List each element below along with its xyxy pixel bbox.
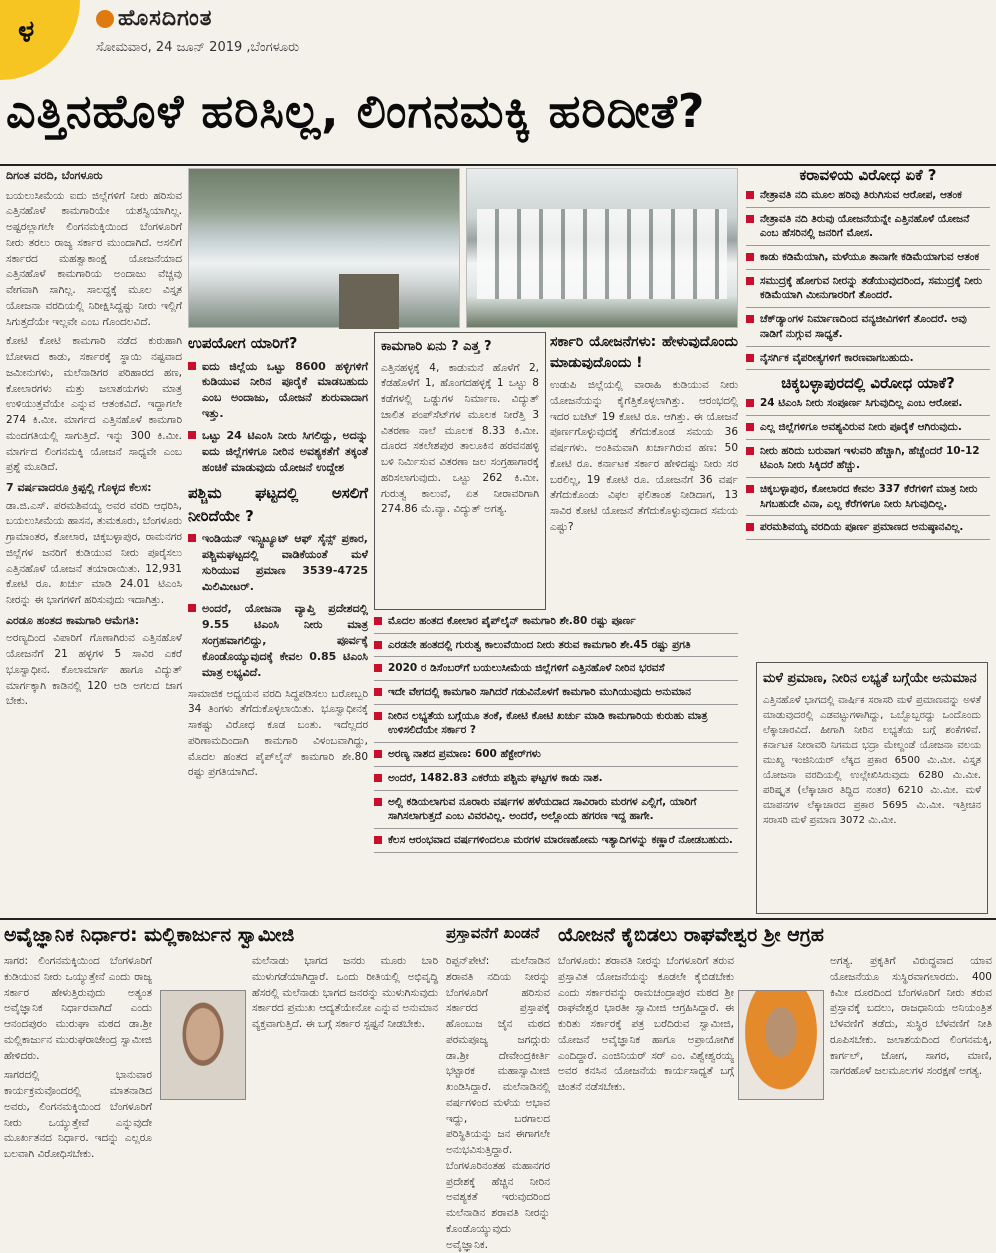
raghav-paragraph: ಬೆಂಗಳೂರು: ಶರಾವತಿ ನೀರನ್ನು ಬೆಂಗಳೂರಿಗೆ ತರುವ ಪ್ರಸ್ತಾವಿತ ಯೋಜನೆಯನ್ನು ಕೂಡಲೇ ಕೈಬಿಡಬೇಕು ಎಂದು ಸರ್ಕಾರವನ್ನು ರಾಮಚಂದ್ರಾಪುರ ಮಠದ ಶ್ರೀ ರಾಘವೇಶ್ವರ ಭಾರತೀ ಸ್ವಾಮೀಜಿ ಆಗ್ರಹಿಸಿದ್ದಾರೆ. ಈ ಕುರಿತು ಸರ್ಕಾರಕ್ಕೆ ಪತ್ರ ಬರೆದಿರುವ ಸ್ವಾಮೀಜಿ, ಯೋಜನೆ ಅವೈಜ್ಞಾನಿಕ ಹಾಗೂ ಅಪ್ರಾಯೋಗಿಕ ಎಂದಿದ್ದಾರೆ. ಎಂಜಿನಿಯರ್ ಸರ್ ಎಂ. ವಿಶ್ವೇಶ್ವರಯ್ಯ ಅವರ ಕನಸಿನ ಯೋಜನೆಯ ಕಾರ್ಯಸಾಧ್ಯತೆ ಬಗ್ಗೆ ಚಿಂತನೆ ನಡೆಸಬೇಕು. [558,955,734,1093]
masthead [0,0,996,80]
swamiji-headline: ಅವೈಜ್ಞಾನಿಕ ನಿರ್ಧಾರ: ಮಲ್ಲಿಕಾರ್ಜುನ ಸ್ವಾಮೀಜಿ [4,924,295,946]
chikka-item: 24 ಟಿಎಂಸಿ ನೀರು ಸಂಪೂರ್ಣ ಸಿಗುವುದಿಲ್ಲ ಎಂಬ ಆರೋಪ. [746,396,990,416]
swamiji-photo [160,990,246,1100]
proposal-paragraph: ರಿಪ್ಪನ್‌ಪೇಟೆ: ಮಲೆನಾಡಿನ ಶರಾವತಿ ನದಿಯ ನೀರನ್ನು ಬೆಂಗಳೂರಿಗೆ ಹರಿಸುವ ಸರ್ಕಾರದ ಪ್ರಸ್ತಾಪಕ್ಕೆ ಹೊಂಬುಜ ಜೈನ ಮಠದ ಪರಮಪೂಜ್ಯ ಜಗದ್ಗುರು ಡಾ.ಶ್ರೀ ದೇವೇಂದ್ರಕೀರ್ತಿ ಭಟ್ಟಾರಕ ಮಹಾಸ್ವಾಮೀಜಿ ಖಂಡಿಸಿದ್ದಾರೆ. ಮಲೆನಾಡಿನಲ್ಲಿ ವರ್ಷಗಳಿಂದ ಮಳೆಯ ಅಭಾವ ಇದ್ದು, ಬರಗಾಲದ ಪರಿಸ್ಥಿತಿಯನ್ನು ಜನ ಈಗಾಗಲೇ ಅನುಭವಿಸುತ್ತಿದ್ದಾರೆ. ಬೆಂಗಳೂರಿನಂತಹ ಮಹಾನಗರ ಪ್ರದೇಶಕ್ಕೆ ಹೆಚ್ಚಿನ ನೀರಿನ ಅವಶ್ಯಕತೆ ಇರುವುದರಿಂದ ಮಲೆನಾಡಿನ ಶರಾವತಿ ನೀರನ್ನು ಕೊಂಡೊಯ್ಯುವುದು ಅವೈಜ್ಞಾನಿಕ. [446,955,550,1251]
proposal-column [446,954,550,1251]
lead-story [6,168,182,913]
dateline: ಸೋಮವಾರ, 24 ಜೂನ್ 2019 ,ಬೆಂಗಳೂರು [96,40,300,55]
status-item: 2020 ರ ಡಿಸೆಂಬರ್‌ಗೆ ಬಯಲುಸೀಮೆಯ ಜಿಲ್ಲೆಗಳಿಗೆ ಎತ್ತಿನಹೊಳೆ ನೀರಿನ ಭರವಸೆ [374,661,738,681]
swamiji-paragraph: ಸಾಗರ: ಲಿಂಗನಮಕ್ಕಿಯಿಂದ ಬೆಂಗಳೂರಿಗೆ ಕುಡಿಯುವ ನೀರು ಒಯ್ಯುತ್ತೇನೆ ಎಂದು ರಾಜ್ಯ ಸರ್ಕಾರ ಹೇಳುತ್ತಿರುವುದು ಅತ್ಯಂತ ಅವೈಜ್ಞಾನಿಕ ನಿರ್ಧಾರವಾಗಿದೆ ಎಂದು ಆನಂದಪುರಂ ಮುರುಘಾ ಮಠದ ಡಾ.ಶ್ರೀ ಮಲ್ಲಿಕಾರ್ಜುನ ಮುರುಘರಾಜೇಂದ್ರ ಸ್ವಾಮೀಜಿ ಹೇಳಿದರು. [4,955,152,1062]
status-item: ಕೆಲಸ ಆರಂಭವಾದ ವರ್ಷಗಳಿಂದಲೂ ಮರಗಳ ಮಾರಣಹೋಮ ಇತ್ಯಾದಿಗಳನ್ನು ಕಣ್ಣಾರೆ ನೋಡಬಹುದು. [374,833,738,853]
western-item: ಅಂದರೆ, ಯೋಜನಾ ವ್ಯಾಪ್ತಿ ಪ್ರದೇಶದಲ್ಲಿ 9.55 ಟಿಎಂಸಿ ನೀರು ಮಾತ್ರ ಸಂಗ್ರಹವಾಗಲಿದ್ದು, ಪೂರ್ವಕ್ಕೆ ಕೊಂಡೊಯ್ಯುವುದಕ್ಕೆ ಕೇವಲ 0.85 ಟಿಎಂಸಿ ಮಾತ್ರ ಲಭ್ಯವಿದೆ. [188,601,368,681]
western-paragraph: ಸಾಮಾಜಿಕ ಅಧ್ಯಯನ ವರದಿ ಸಿದ್ಧಪಡಿಸಲು ಬರೋಬ್ಬರಿ 34 ತಿಂಗಳು ತೆಗೆದುಕೊಳ್ಳಲಾಯಿತು. ಭೂಸ್ವಾಧೀನಕ್ಕೆ ಸಾಕಷ್ಟು ವಿರೋಧ ಕೂಡ ಬಂತು. ಇದೆಲ್ಲದರ ಪರಿಣಾಮದಿಂದಾಗಿ ಕಾಮಗಾರಿ ವಿಳಂಬವಾಗಿದ್ದು, ಮೊದಲ ಹಂತದ ಪೈಪ್‌ಲೈನ್ ಕಾಮಗಾರಿ ಶೇ.80 ರಷ್ಟು ಪ್ರಗತಿಯಾಗಿದೆ. [188,687,368,779]
govt-heading: ಸರ್ಕಾರಿ ಯೋಜನೆಗಳು: ಹೇಳುವುದೊಂದು ಮಾಡುವುದೊಂದು ! [550,334,738,371]
river-photo [188,168,460,328]
coast-item: ಸಮುದ್ರಕ್ಕೆ ಹೋಗುವ ನೀರನ್ನು ತಡೆಯುವುದರಿಂದ, ಸಮುದ್ರಕ್ಕೆ ನೀರು ಕಡಿಮೆಯಾಗಿ ಮೀನುಗಾರರಿಗೆ ತೊಂದರೆ. [746,274,990,308]
status-item: ನೀರಿನ ಲಭ್ಯತೆಯ ಬಗ್ಗೆಯೂ ತಂಕೆ, ಕೋಟಿ ಕೋಟಿ ಖರ್ಚು ಮಾಡಿ ಕಾಮಗಾರಿಯ ಕುರುಹು ಮಾತ್ರ ಉಳಿಸಲಿದೆಯೇ ಸರ್ಕಾರ ? [374,709,738,743]
coast-heading: ಕರಾವಳಿಯ ವಿರೋಧ ಏಕೆ ? [799,166,937,184]
lead-subhead: ಎರಡೂ ಹಂತದ ಕಾಮಗಾರಿ ಆಮೆಗತಿ: [6,613,140,627]
rain-heading: ಮಳೆ ಪ್ರಮಾಣ, ನೀರಿನ ಲಭ್ಯತೆ ಬಗ್ಗೆಯೇ ಅನುಮಾನ [763,671,977,686]
govt-schemes [550,332,738,610]
lead-byline: ದಿಗಂತ ವರದಿ, ಬೆಂಗಳೂರು [6,169,103,182]
coast-item: ಕಾಡು ಕಡಿಮೆಯಾಗಿ, ಮಳೆಯೂ ತಾನಾಗೇ ಕಡಿಮೆಯಾಗುವ ಆತಂಕ [746,250,990,270]
page-badge [0,0,80,80]
uses-item: ಐದು ಜಿಲ್ಲೆಯ ಒಟ್ಟು 8600 ಹಳ್ಳಿಗಳಿಗೆ ಕುಡಿಯುವ ನೀರಿನ ಪೂರೈಕೆ ಮಾಡಬಹುದು ಎಂಬ ಅಂದಾಜು, ಯೋಜನೆ ಶುರುವಾದಾಗ ಇತ್ತು. [188,359,368,423]
work-heading: ಕಾಮಗಾರಿ ಏನು ? ಎತ್ತ ? [381,339,492,354]
raghav-col2 [830,954,992,1198]
opposition-column [746,166,990,660]
status-item: ಇದೇ ವೇಗದಲ್ಲಿ ಕಾಮಗಾರಿ ಸಾಗಿದರೆ ಗಡುವಿನೊಳಗೆ ಕಾಮಗಾರಿ ಮುಗಿಯುವುದು ಅನುಮಾನ [374,685,738,705]
sun-icon [96,10,114,28]
newspaper-logo [96,6,212,31]
govt-paragraph: ಉಡುಪಿ ಜಿಲ್ಲೆಯಲ್ಲಿ ವಾರಾಹಿ ಕುಡಿಯುವ ನೀರು ಯೋಜನೆಯನ್ನು ಕೈಗೆತ್ತಿಕೊಳ್ಳಲಾಗಿತ್ತು. ಆರಂಭದಲ್ಲಿ ಇದರ ಬಜೆಟ್ 19 ಕೋಟಿ ರೂ. ಆಗಿತ್ತು. ಈ ಯೋಜನೆ ಪೂರ್ಣಗೊಳ್ಳುವುದಕ್ಕೆ ತೆಗೆದುಕೊಂಡ ಸಮಯ 36 ವರ್ಷಗಳು. ಅಂತಿಮವಾಗಿ ಖರ್ಚಾಗಿರುವ ಹಣ: 50 ಕೋಟಿ ರೂ. ಕರ್ನಾಟಕ ಸರ್ಕಾರ ಹೇಳಿದಷ್ಟು ನೀರು ಸರ ಬರಲಿಲ್ಲ, 19 ಕೋಟಿ ರೂ. ಯೋಜನೆಗೆ 36 ವರ್ಷ ತೆಗೆದುಕೊಂಡು ವಿಫಲ ಫಲಿತಾಂಶ ನೀಡಿದಾಗ, 13 ಸಾವಿರ ಕೋಟಿ ಯೋಜನೆ ತೆಗೆದುಕೊಳ್ಳುವುದಾದ ಸಮಯ ಎಷ್ಟು? [550,379,738,533]
status-item: ಅಂದರೆ, 1482.83 ಎಕರೆಯ ಪಶ್ಚಿಮ ಘಟ್ಟಗಳ ಕಾಡು ನಾಶ. [374,771,738,791]
coast-item: ಚೆಕ್‌ಡ್ಯಾಂಗಳ ನಿರ್ಮಾಣದಿಂದ ವನ್ಯಜೀವಿಗಳಿಗೆ ತೊಂದರೆ. ಅವು ನಾಡಿಗೆ ನುಗ್ಗುವ ಸಾಧ್ಯತೆ. [746,312,990,346]
western-ghats-heading: ಪಶ್ಚಿಮ ಘಟ್ಟದಲ್ಲಿ ಅಸಲಿಗೆ ನೀರಿದೆಯೇ ? [188,484,368,525]
uses-heading: ಉಪಯೋಗ ಯಾರಿಗೆ? [188,334,298,352]
lead-paragraph: ಕೋಟಿ ಕೋಟಿ ಕಾಮಗಾರಿ ನಡೆದ ಕುರುಹಾಗಿ ಬೋಳಾದ ಕಾಡು, ಸರ್ಕಾರಕ್ಕೆ ಸ್ಥಾಯಿ ನಷ್ಟವಾದ ಜಮೀನುಗಳು, ಮಲೆನಾಡಿಗರ ಪರಿಹಾರದ ಹಣ, ಕೋಲಾರಗಳು ಮತ್ತು ಜಲಾಶಯಗಳು ಮಾತ್ರ ಉಳಿಯುತ್ತವೆಯೇ ಎನ್ನುವ ಆತಂಕವಿದೆ. ಇದ್ದಾಗಲೇ 274 ಕಿ.ಮೀ. ಮಾರ್ಗದ ಎತ್ತಿನಹೊಳೆ ಕಾಮಗಾರಿ ಮಂದಗತಿಯಲ್ಲಿ ಸಾಗುತ್ತಿದೆ. ಇನ್ನು 300 ಕಿ.ಮೀ. ಮಾರ್ಗದ ಲಿಂಗನಮಕ್ಕಿ ಯೋಜನೆ ಸಾಧ್ಯವೇ ಎಂಬ ಪ್ರಶ್ನೆ ಮೂಡಿದೆ. [6,335,182,474]
raghaveshwara-photo [738,990,824,1100]
work-box [374,332,546,610]
swamiji-col1 [4,954,152,1198]
swamiji-paragraph: ಸಾಗರದಲ್ಲಿ ಭಾನುವಾರ ಕಾರ್ಯಕ್ರಮವೊಂದರಲ್ಲಿ ಮಾತನಾಡಿದ ಅವರು, ಲಿಂಗನಮಕ್ಕಿಯಿಂದ ಬೆಂಗಳೂರಿಗೆ ನೀರು ಒಯ್ಯುತ್ತೇವೆ ಎನ್ನುವುದೇ ಮೂರ್ಖತನದ ನಿರ್ಧಾರ. ಇದನ್ನು ಎಲ್ಲರೂ ಬಲವಾಗಿ ವಿರೋಧಿಸಬೇಕು. [4,1069,152,1160]
coast-item: ನೈಸರ್ಗಿಕ ವೈಪರೀತ್ಯಗಳಿಗೆ ಕಾರಣವಾಗಬಹುದು. [746,351,990,371]
dam-photo [466,168,738,328]
chikka-item: ಚಿಕ್ಕಬಳ್ಳಾಪುರ, ಕೋಲಾರದ ಕೇವಲ 337 ಕೆರೆಗಳಿಗೆ ಮಾತ್ರ ನೀರು ಸಿಗಬಹುದೇ ವಿನಾ, ಎಲ್ಲ ಕೆರೆಗಳಿಗೂ ನೀರು ಸಿಗುವುದಿಲ್ಲ. [746,482,990,516]
swamiji-paragraph: ಮಲೆನಾಡು ಭಾಗದ ಜನರು ಮೂರು ಬಾರಿ ಮುಳುಗಡೆಯಾಗಿದ್ದಾರೆ. ಒಂದು ರೀತಿಯಲ್ಲಿ ಅಭಿವೃದ್ಧಿ ಹೆಸರಲ್ಲಿ ಮಲೆನಾಡು ಭಾಗದ ಜನರನ್ನು ಮುಳುಗಿಸುವುದು ಸರ್ಕಾರದ ಪ್ರಮುಖ ಆದ್ಯತೆಯೇನೋ ಎನ್ನುವ ಅನುಮಾನ ವ್ಯಕ್ತವಾಗುತ್ತಿದೆ. ಈ ಬಗ್ಗೆ ಸರ್ಕಾರ ಸ್ಪಷ್ಟನೆ ನೀಡಬೇಕು. [252,955,438,1030]
uses-column [188,332,368,912]
status-item: ಎರಡನೇ ಹಂತದಲ್ಲಿ ಗುರುತ್ವ ಕಾಲುವೆಯಿಂದ ನೀರು ತರುವ ಕಾಮಗಾರಿ ಶೇ.45 ರಷ್ಟು ಪ್ರಗತಿ [374,638,738,658]
lead-subhead: 7 ವರ್ಷವಾದರೂ ಕ್ರಿಪ್ಪಲ್ಲಿ ಗೊಳ್ಳದ ಕೆಲಸ: [6,481,152,494]
raghav-col1 [558,954,734,1198]
chikka-item: ನೀರು ಹರಿದು ಬರುವಾಗ ಇಳುವರಿ ಹೆಚ್ಚಾಗಿ, ಹೆಚ್ಚೆಂದರೆ 10-12 ಟಿಎಂಸಿ ನೀರು ಸಿಕ್ಕಿದರೆ ಹೆಚ್ಚು. [746,444,990,478]
chikka-item: ಪರಮಶಿವಯ್ಯ ವರದಿಯ ಪೂರ್ಣ ಪ್ರಮಾಣದ ಅನುಷ್ಠಾನವಿಲ್ಲ. [746,520,990,540]
work-paragraph: ಎತ್ತಿನಹಳ್ಳಕ್ಕೆ 4, ಕಾಡುಮನೆ ಹೊಳೆಗೆ 2, ಕೆಡಹೊಳೆಗೆ 1, ಹೊಂಗದಹಳ್ಳಕ್ಕೆ 1 ಒಟ್ಟು 8 ಕಡೆಗಳಲ್ಲಿ ಒಡ್ಡುಗಳ ನಿರ್ಮಾಣ. ವಿದ್ಯುತ್ ಚಾಲಿತ ಪಂಪ್‌ಸೆಟ್‌ಗಳ ಮೂಲಕ ನೀರೆತ್ತಿ 3 ವಿತರಣಾ ನಾಲೆ ಮೂಲಕ 8.33 ಕಿ.ಮೀ. ದೂರದ ಸಕಲೇಶಪುರ ತಾಲೂಕಿನ ಹರವನಹಳ್ಳಿ ಬಳಿ ನಿರ್ಮಿಸುವ ವಿತರಣಾ ಜಲ ಸಂಗ್ರಹಾಗಾರಕ್ಕೆ ಹರಿಸಲಾಗುವುದು. ಒಟ್ಟು 262 ಕಿ.ಮೀ. ಗುರುತ್ವ ಕಾಲುವೆ, ಏತ ನೀರಾವರಿಗಾಗಿ 274.86 ಮೆ.ವ್ಯಾ. ವಿದ್ಯುತ್ ಅಗತ್ಯ. [381,361,539,516]
lead-paragraph: ಅರಣ್ಯದಿಂದ ವಿಪಾರಿಗೆ ಗೊಣಾಗಿರುವ ಎತ್ತಿನಹೊಳೆ ಯೋಜನೆಗೆ 21 ಹಳ್ಳಗಳ 5 ಸಾವಿರ ಎಕರೆ ಭೂಸ್ವಾಧೀನ. ಕೊಲಾಮಾರ್ಗ ಹಾಗೂ ವಿದ್ಯುತ್ ಮಾರ್ಗಕ್ಕಾಗಿ ಕಾಡಿನಲ್ಲಿ 120 ಅಡಿ ಅಗಲದ ಜಾಗ ಬೇಕು. [6,632,182,708]
rain-paragraph: ಎತ್ತಿನಹೊಳೆ ಭಾಗದಲ್ಲಿ ವಾರ್ಷಿಕ ಸರಾಸರಿ ಮಳೆ ಪ್ರಮಾಣವನ್ನು ಅಳತೆ ಮಾಡುವುದರಲ್ಲಿ ಎಡವಟ್ಟುಗಳಾಗಿದ್ದು, ಒಬ್ಬೊಬ್ಬರದ್ದು ಒಂದೊಂದು ಲೆಕ್ಕಾಚಾರವಿದೆ. ಹೀಗಾಗಿ ನೀರಿನ ಲಭ್ಯತೆಯ ಬಗ್ಗೆ ಶಂಕೆಗಳಿವೆ. ಕರ್ನಾಟಕ ನೀರಾವರಿ ನಿಗಮದ ಭದ್ರಾ ಮೇಲ್ದಂಡೆ ಯೋಜನಾ ವಲಯ ಮುಖ್ಯ ಇಂಜಿನಿಯರ್ ಲೆಕ್ಕದ ಪ್ರಕಾರ 6500 ಮಿ.ಮೀ. ವಿಸ್ತೃತ ಯೋಜನಾ ವರದಿಯಲ್ಲಿ ಉಲ್ಲೇಖಿಸಿರುವುದು 6280 ಮಿ.ಮೀ. ಪರಿಷ್ಕೃತ (ಲೆಕ್ಕಾಚಾರ ತಿದ್ದಿದ ನಂತರ) 6210 ಮಿ.ಮೀ. ಮಳೆ ಮಾಪನಗಳ ಲೆಕ್ಕಾಚಾರದ ಪ್ರಕಾರ 5695 ಮಿ.ಮೀ. ಇತ್ತೀಚಿನ ಸರಾಸರಿ ಮಳೆ ಪ್ರಮಾಣ 3072 ಮಿ.ಮೀ. [763,694,981,826]
badge-letter: ಳ [18,14,35,49]
rain-box [756,662,988,914]
chikka-item: ಎಲ್ಲ ಜಿಲ್ಲೆಗಳಿಗೂ ಅವಶ್ಯವಿರುವ ನೀರು ಪೂರೈಕೆ ಆಗಿರುವುದು. [746,420,990,440]
western-item: ಇಂಡಿಯನ್ ಇನ್ಸ್ಟಿಟ್ಯೂಟ್ ಆಫ್ ಸೈನ್ಸ್ ಪ್ರಕಾರ, ಪಶ್ಚಿಮಘಟ್ಟದಲ್ಲಿ ವಾಡಿಕೆಯಂತೆ ಮಳೆ ಸುರಿಯುವ ಪ್ರಮಾಣ 3539-4725 ಮಿಲಿಮೀಟರ್. [188,531,368,595]
coast-item: ನೇತ್ರಾವತಿ ನದಿ ತಿರುವು ಯೋಜನೆಯನ್ನೇ ಎತ್ತಿನಹೊಳೆ ಯೋಜನೆ ಎಂಬ ಹೆಸರಿನಲ್ಲಿ ಜನರಿಗೆ ಮೋಸ. [746,212,990,246]
main-headline: ಎತ್ತಿನಹೊಳೆ ಹರಿಸಿಲ್ಲ, ಲಿಂಗನಮಕ್ಕಿ ಹರಿದೀತೆ? [6,84,706,138]
raghav-paragraph: ಅಗತ್ಯ. ಪ್ರಕೃತಿಗೆ ವಿರುದ್ಧವಾದ ಯಾವ ಯೋಜನೆಯೂ ಸುಸ್ಥಿರವಾಗಲಾರದು. 400 ಕಿಮೀ ದೂರದಿಂದ ಬೆಂಗಳೂರಿಗೆ ನೀರು ತರುವ ಪ್ರಸ್ತಾವಕ್ಕೆ ಬದಲು, ರಾಜಧಾನಿಯ ಅನಿಯಂತ್ರಿತ ಬೆಳವಣಿಗೆ ತಡೆದು, ಸುಸ್ಥಿರ ಬೆಳವಣಿಗೆ ನೀತಿ ರೂಪಿಸಬೇಕು. ಜಲಾಶಯದಿಂದ ಲಿಂಗನಮಕ್ಕಿ, ಕಾರ್ಗಲ್, ಜೋಗ, ಸಾಗರ, ಮಾಣಿ, ನಾಗರಹೊಳೆ ಜಲಮೂಲಗಳ ಸಂರಕ್ಷಣೆ ಅಗತ್ಯ. [830,955,992,1078]
section-rule [0,918,996,920]
newspaper-name: ಹೊಸದಿಗಂತ [118,6,213,31]
rock-shape [339,274,399,329]
lead-paragraph: ಬಯಲುಸೀಮೆಯ ಐದು ಜಿಲ್ಲೆಗಳಿಗೆ ನೀರು ಹರಿಸುವ ಎತ್ತಿನಹೊಳೆ ಕಾಮಗಾರಿಯೇ ಯಶಸ್ವಿಯಾಗಿಲ್ಲ. ಅಷ್ಟರಲ್ಲಾಗಲೇ ಲಿಂಗನಮಕ್ಕಿಯಿಂದ ಬೆಂಗಳೂರಿಗೆ ನೀರು ತರಲು ರಾಜ್ಯ ಸರ್ಕಾರ ಮುಂದಾಗಿದೆ. ಅಸಲಿಗೆ ಸರ್ಕಾರದ ಮಹತ್ವಾಕಾಂಕ್ಷೆ ಯೋಜನೆಯಾದ ಎತ್ತಿನಹೊಳೆ ಕಾಮಗಾರಿಯ ಅಂದಾಜು ವೆಚ್ಚವು ವೇಗವಾಗಿ ಸಾಗಿಲ್ಲ. ಸಾಲದ್ದಕ್ಕೆ ಮೂಲ ವಿಸ್ತೃತ ಯೋಜನಾ ವರದಿಯಲ್ಲಿ ನಿರೀಕ್ಷಿಸಿದ್ದಷ್ಟು ನೀರು ಇಲ್ಲಿಗೆ ಸಿಗುತ್ತದೆಯೇ ಇಲ್ಲವೇ ಎಂಬ ಗೊಂದಲವಿದೆ. [6,189,182,328]
raghav-headline: ಯೋಜನೆ ಕೈಬಿಡಲು ರಾಘವೇಶ್ವರ ಶ್ರೀ ಆಗ್ರಹ [558,924,824,946]
status-list [374,614,738,914]
status-item: ಅಲ್ಲಿ ಕಡಿಯಲಾಗುವ ನೂರಾರು ವರ್ಷಗಳ ಹಳೆಯದಾದ ಸಾವಿರಾರು ಮರಗಳ ಎಲ್ಲಿಗೆ, ಯಾರಿಗೆ ಸಾಗಿಸಲಾಗುತ್ತದೆ ಎಂಬ ವಿವರವಿಲ್ಲ. ಅಂದರೆ, ಅಲ್ಲೊಂದು ಹಗರಣ ಇದ್ದ ಹಾಗೇ. [374,795,738,829]
lead-paragraph: ಡಾ.ಜಿ.ಎಸ್. ಪರಮಶಿವಯ್ಯ ಅವರ ವರದಿ ಆಧರಿಸಿ, ಬಯಲುಸೀಮೆಯ ಹಾಸನ, ತುಮಕೂರು, ಬೆಂಗಳೂರು ಗ್ರಾಮಾಂತರ, ಕೋಲಾರ, ಚಿಕ್ಕಬಳ್ಳಾಪುರ, ರಾಮನಗರ ಜಿಲ್ಲೆಗಳ ಜನರಿಗೆ ಕುಡಿಯುವ ನೀರು ಪೂರೈಸಲು ಎತ್ತಿನಹೊಳೆ ಯೋಜನೆ ತಯಾರಾಯಿತು. 12,931 ಕೋಟಿ ರೂ. ಖರ್ಚು ಮಾಡಿ 24.01 ಟಿಎಂಸಿ ನೀರನ್ನು ಈ ಭಾಗಗಳಿಗೆ ಹರಿಸುವುದು ಇದಾಗಿತ್ತು. [6,499,182,606]
swamiji-col2 [252,954,438,1198]
coast-item: ನೇತ್ರಾವತಿ ನದಿ ಮೂಲ ಹರಿವು ತಿರುಗಿಸುವ ಆರೋಪ, ಆತಂಕ [746,188,990,208]
chikka-heading: ಚಿಕ್ಕಬಳ್ಳಾಪುರದಲ್ಲಿ ವಿರೋಧ ಯಾಕೆ? [781,374,955,393]
dam-spillway-shape [477,209,727,299]
proposal-headline: ಪ್ರಸ್ತಾವನೆಗೆ ಖಂಡನೆ [446,924,540,942]
status-item: ಮೊದಲ ಹಂತದ ಕೋಲಾರ ಪೈಪ್‌ಲೈನ್ ಕಾಮಗಾರಿ ಶೇ.80 ರಷ್ಟು ಪೂರ್ಣ [374,614,738,634]
uses-item: ಒಟ್ಟು 24 ಟಿಎಂಸಿ ನೀರು ಸಿಗಲಿದ್ದು, ಅದನ್ನು ಐದು ಜಿಲ್ಲೆಗಳಿಗೂ ನೀರಿನ ಅವಶ್ಯಕತೆಗೆ ತಕ್ಕಂತೆ ಹಂಚಿಕೆ ಮಾಡುವುದು ಯೋಜನೆ ಉದ್ದೇಶ [188,428,368,476]
status-item: ಅರಣ್ಯ ನಾಶದ ಪ್ರಮಾಣ: 600 ಹೆಕ್ಟೇರ್‌ಗಳು [374,747,738,767]
